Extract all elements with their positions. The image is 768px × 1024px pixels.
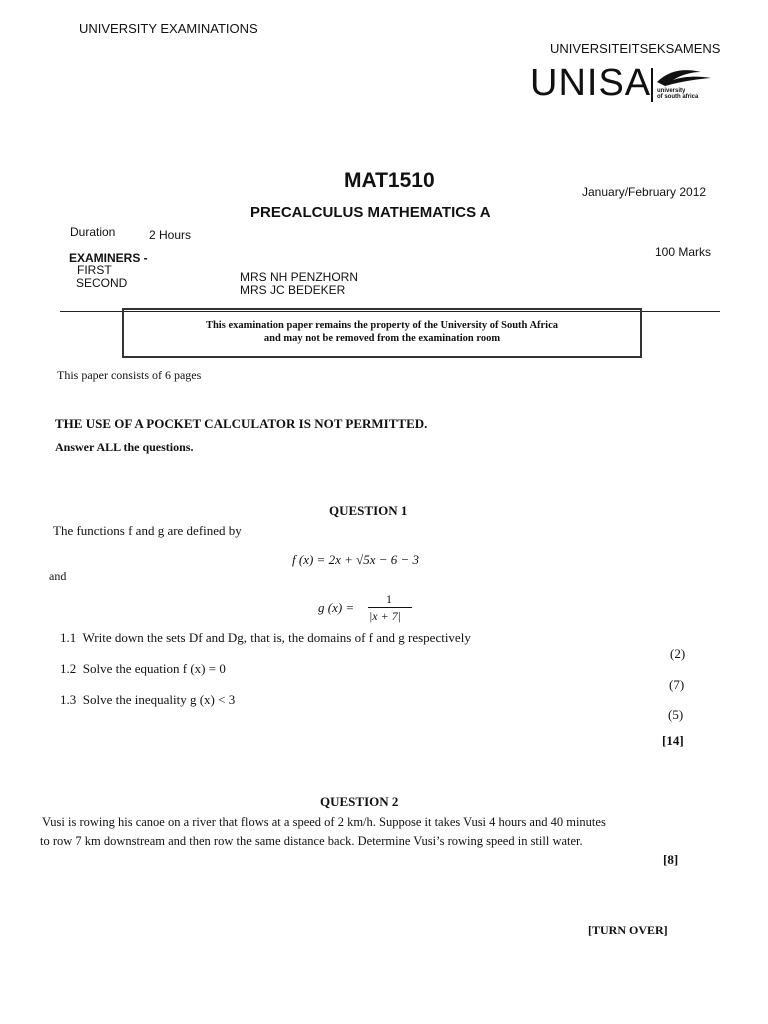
question-1-2-marks: (7) — [669, 677, 685, 692]
question-1-heading: QUESTION 1 — [329, 503, 408, 518]
part-number: 1.3 — [60, 692, 77, 707]
g-fraction-bar — [368, 607, 412, 608]
question-1-1 — [60, 630, 471, 646]
f-definition: f (x) = 2x + √5x − 6 − 3 — [292, 552, 420, 567]
question-1-total: [14] — [662, 733, 684, 748]
logo-wordmark: UNISA — [530, 62, 652, 104]
logo-divider — [651, 68, 653, 102]
universiteitseksamens-heading: UNIVERSITEITSEKSAMENS — [550, 41, 721, 56]
second-examiner-label: SECOND — [76, 276, 128, 290]
logo-subtext-line1: university — [657, 88, 686, 94]
question-1-3-marks: (5) — [668, 707, 684, 722]
question-2-marks: [8] — [663, 852, 679, 867]
duration-value: 2 Hours — [149, 228, 192, 242]
part-number: 1.2 — [60, 661, 77, 676]
examiners-label: EXAMINERS - — [69, 251, 148, 265]
g-numerator: 1 — [386, 592, 392, 606]
part-text: Solve the inequality g (x) < 3 — [82, 692, 236, 707]
first-examiner-name: MRS NH PENZHORN — [240, 270, 359, 284]
total-marks: 100 Marks — [655, 245, 712, 259]
property-notice-box — [122, 308, 642, 358]
second-examiner-name: MRS JC BEDEKER — [240, 283, 346, 297]
course-code: MAT1510 — [344, 169, 435, 192]
question-1-3 — [60, 692, 235, 708]
question-1-1-marks: (2) — [670, 646, 686, 661]
logo-subtext-line2: of south africa — [657, 94, 699, 100]
notice-line-2: and may not be removed from the examination room — [263, 333, 501, 344]
g-lhs: g (x) = — [318, 600, 355, 615]
logo-bird-icon — [655, 66, 713, 88]
question-1-intro: The functions f and g are defined by — [53, 523, 242, 538]
answer-all-instruction: Answer ALL the questions. — [55, 440, 194, 454]
exam-date: January/February 2012 — [582, 185, 707, 199]
turn-over-note: [TURN OVER] — [588, 923, 668, 937]
part-number: 1.1 — [60, 630, 77, 645]
question-2-line-1: Vusi is rowing his canoe on a river that flows at a speed of 2 km/h. Suppose it takes Vusi 4 hours and 40 minutes — [42, 815, 606, 829]
course-title: PRECALCULUS MATHEMATICS A — [250, 204, 491, 221]
page-count-note: This paper consists of 6 pages — [57, 368, 202, 382]
part-text: Write down the sets Df and Dg, that is, the domains of f and g respectively — [82, 630, 471, 645]
logo-subtext — [657, 88, 698, 100]
first-examiner-label: FIRST — [77, 263, 112, 277]
and-text: and — [49, 569, 67, 583]
calculator-notice: THE USE OF A POCKET CALCULATOR IS NOT PERMITTED. — [55, 416, 428, 431]
question-2-heading: QUESTION 2 — [320, 794, 399, 809]
part-text: Solve the equation f (x) = 0 — [82, 661, 226, 676]
g-denominator: |x + 7| — [369, 609, 402, 623]
question-1-2 — [60, 661, 226, 677]
university-examinations-heading: UNIVERSITY EXAMINATIONS — [79, 21, 258, 36]
notice-line-1: This examination paper remains the property of the University of South Africa — [205, 320, 559, 331]
question-2-line-2: to row 7 km downstream and then row the same distance back. Determine Vusi’s rowing speed in still water. — [40, 834, 583, 848]
duration-label: Duration — [70, 225, 116, 239]
